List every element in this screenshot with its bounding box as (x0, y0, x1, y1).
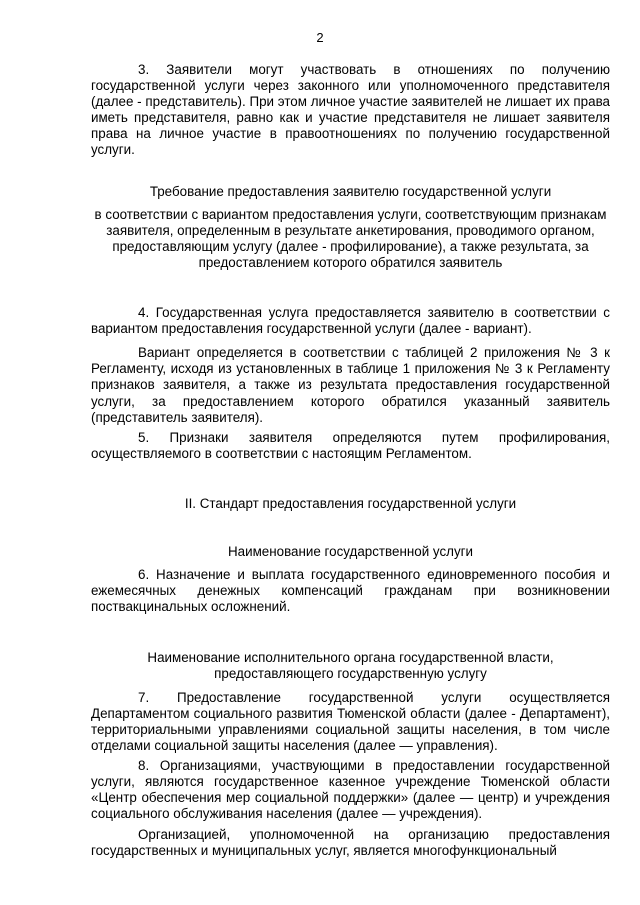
section-heading-standard: II. Стандарт предоставления государственной услуги (184, 495, 517, 511)
document-body (91, 62, 610, 859)
paragraph-9-continued (91, 827, 610, 859)
paragraph-9: Организацией, уполномоченной на организацию предоставления государственных и муниципальных услуг, является многофункциональный (91, 827, 610, 859)
paragraph-5: 5. Признаки заявителя определяются путем профилирования, осуществляемого в соответствии с настоящим Регламентом. (91, 429, 610, 461)
page-number: 2 (316, 30, 324, 45)
paragraph-4-variant: Вариант определяется в соответствии с таблицей 2 приложения № 3 к Регламенту, исходя из установленных в таблице 1 приложения № 3 к Регламенту признаков заявителя, а также из результата предоставления государственной услуги, за предоставлением которого обратился указанный заявитель (представитель заявителя). (91, 345, 610, 425)
paragraph-8: 8. Организациями, участвующими в предоставлении государственной услуги, являются государственное казенное учреждение Тюменской области «Центр обеспечения мер социальной поддержки» (далее — центр) и учреждения социального обслуживания населения (далее — учреждения). (91, 757, 610, 822)
heading-variant-requirement: Требование предоставления заявителю государственной услуги (149, 183, 552, 199)
paragraph-6: 6. Назначение и выплата государственного единовременного пособия и ежемесячных денежных компенсаций гражданам при возникновении поствакцинальных осложнений. (91, 567, 610, 615)
heading-variant-requirement-detail: в соответствии с вариантом предоставления услуги, соответствующим признакам заявителя, определенным в результате анкетирования, проводимого органом, предоставляющим услугу (далее - профилирование), а также результата, за предоставлением которого обратился заявитель (94, 206, 607, 270)
paragraph-3: 3. Заявители могут участвовать в отношениях по получению государственной услуги через законного или уполномоченного представителя (далее - представитель). При этом личное участие заявителей не лишает их права иметь представителя, равно как и участие представителя не лишает заявителя права на личное участие в правоотношениях по получению государственной услуги. (91, 62, 610, 158)
heading-service-name: Наименование государственной услуги (227, 543, 474, 559)
paragraph-4: 4. Государственная услуга предоставляется заявителю в соответствии с вариантом предоставления государственной услуги (далее - вариант). (91, 305, 610, 337)
paragraph-7: 7. Предоставление государственной услуги осуществляется Департаментом социального развития Тюменской области (далее - Департамент), территориальными управлениями социальной защиты населения, в том числе отделами социальной защиты населения (далее — управления). (91, 689, 610, 753)
heading-executive-authority: Наименование исполнительного органа государственной власти, предоставляющего государственную услугу (147, 650, 554, 682)
